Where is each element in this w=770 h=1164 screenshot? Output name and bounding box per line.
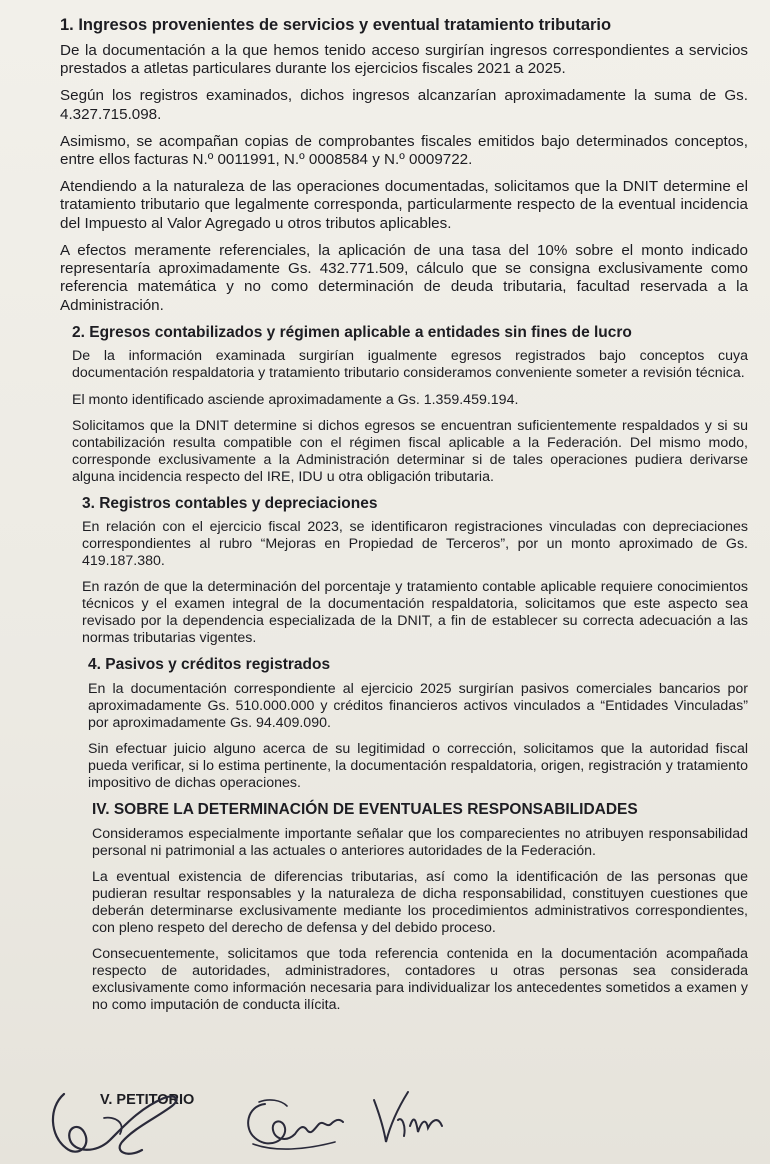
paragraph: El monto identificado asciende aproximadamente a Gs. 1.359.459.194. (72, 391, 519, 408)
handwritten-signature (235, 1094, 355, 1158)
section-registros-contables (82, 495, 748, 648)
paragraph: Atendiendo a la naturaleza de las operaciones documentadas, solicitamos que la DNIT determine el tratamiento tributario que legalmente corresponda, particularmente respecto de la eventual incidencia del Impuesto al Valor Agregado u otros tributos aplicables. (60, 178, 748, 232)
section-ingresos (60, 16, 748, 315)
section-responsabilidades (92, 801, 748, 1014)
paragraph: En la documentación correspondiente al ejercicio 2025 surgirían pasivos comerciales bancarios por aproximadamente Gs. 510.000.000 y créditos financieros activos vinculados a “Entidades Vinculadas” por aproximadamente Gs. 94.409.090. (88, 681, 748, 732)
section-heading: 3. Registros contables y depreciaciones (82, 494, 378, 512)
paragraph: Consideramos especialmente importante señalar que los comparecientes no atribuyen responsabilidad personal ni patrimonial a las actuales o anteriores autoridades de la Federación. (92, 825, 748, 859)
section-heading: 4. Pasivos y créditos registrados (88, 656, 331, 674)
paragraph: Según los registros examinados, dichos ingresos alcanzarían aproximadamente la suma de Gs. 4.327.715.098. (60, 87, 748, 123)
section-heading: 2. Egresos contabilizados y régimen aplicable a entidades sin fines de lucro (72, 323, 632, 341)
paragraph: Asimismo, se acompañan copias de comprobantes fiscales emitidos bajo determinados conceptos, entre ellos facturas N.º 0011991, N.º 0008584 y N.º 0009722. (60, 132, 748, 168)
paragraph: En razón de que la determinación del porcentaje y tratamiento contable aplicable requiere conocimientos técnicos y el examen integral de la documentación respaldatoria, solicitamos que este aspecto sea revisado por la dependencia especializada de la DNIT, a fin de establecer su correcta adecuación a las normas tributarias vigentes. (82, 579, 748, 647)
section-heading: 1. Ingresos provenientes de servicios y eventual tratamiento tributario (60, 16, 612, 34)
section-heading-petitorio: V. PETITORIO (100, 1092, 195, 1108)
signature-area (0, 1080, 770, 1164)
paragraph: De la documentación a la que hemos tenido acceso surgirían ingresos correspondientes a servicios prestados a atletas particulares durante los ejercicios fiscales 2021 a 2025. (60, 41, 748, 78)
section-heading: IV. SOBRE LA DETERMINACIÓN DE EVENTUALES RESPONSABILIDADES (92, 801, 638, 819)
paragraph: En relación con el ejercicio fiscal 2023, se identificaron registraciones vinculadas con depreciaciones correspondientes al rubro “Mejoras en Propiedad de Terceros”, por un monto aproximado de Gs. 419.187.380. (82, 519, 748, 570)
handwritten-signature (44, 1088, 194, 1164)
section-egresos (72, 324, 748, 486)
paragraph: A efectos meramente referenciales, la aplicación de una tasa del 10% sobre el monto indicado representaría aproximadamente Gs. 432.771.509, cálculo que se consigna exclusivamente como referencia matemática y no como determinación de deuda tributaria, facultad reservada a la Administración. (60, 241, 748, 314)
paragraph: La eventual existencia de diferencias tributarias, así como la identificación de las personas que pudieran resultar responsables y la naturaleza de dicha responsabilidad, constituyen cuestiones que deberán determinarse exclusivamente mediante los procedimientos administrativos correspondientes, con pleno respeto del derecho de defensa y del debido proceso. (92, 868, 748, 936)
handwritten-signature (368, 1086, 448, 1152)
paragraph: Sin efectuar juicio alguno acerca de su legitimidad o corrección, solicitamos que la autoridad fiscal pueda verificar, si lo estima pertinente, la documentación respaldatoria, origen, registración y tratamiento impositivo de dichas operaciones. (88, 741, 748, 792)
paragraph: Solicitamos que la DNIT determine si dichos egresos se encuentran suficientemente respaldados y si su contabilización resulta compatible con el régimen fiscal aplicable a la Federación. Del mismo modo, corresponde exclusivamente a la Administración determinar si de tales operaciones pudiera derivarse alguna incidencia respecto del IRE, IDU u otra obligación tributaria. (72, 417, 748, 485)
paragraph: Consecuentemente, solicitamos que toda referencia contenida en la documentación acompañada respecto de autoridades, administradores, contadores u otras personas sea considerada exclusivamente como información necesaria para individualizar los antecedentes sometidos a examen y no como imputación de conducta ilícita. (92, 946, 748, 1014)
section-pasivos-creditos (88, 656, 748, 792)
paragraph: De la información examinada surgirían igualmente egresos registrados bajo conceptos cuya documentación respaldatoria y tratamiento tributario consideramos conveniente someter a revisión técnica. (72, 348, 748, 382)
